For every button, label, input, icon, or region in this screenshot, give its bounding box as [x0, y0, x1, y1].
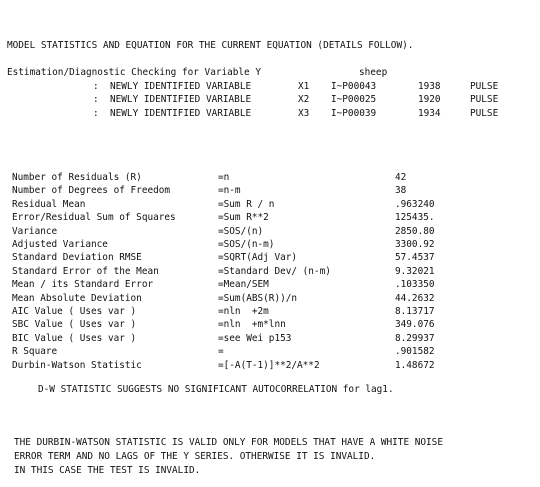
stat-value: 8.29937: [395, 332, 435, 344]
variable-colon: :: [93, 94, 99, 106]
stat-formula: =[-A(T-1)]**2/A**2: [218, 359, 320, 371]
stat-value: 44.2632: [395, 292, 435, 304]
stat-formula: =: [218, 346, 224, 358]
variable-status: NEWLY IDENTIFIED VARIABLE: [110, 107, 252, 119]
stat-formula: =see Wei p153: [218, 332, 292, 344]
stat-value: 125435.: [395, 212, 435, 224]
estimation-label: Estimation/Diagnostic Checking for Variable Y: [7, 67, 261, 78]
variable-x-index: X2: [298, 94, 310, 106]
stat-value: 8.13717: [395, 306, 435, 317]
stat-formula: =Sum R**2: [218, 212, 269, 224]
stat-label: BIC Value ( Uses var ): [12, 332, 137, 344]
stat-value: 9.32021: [395, 265, 435, 277]
variable-year: 1934: [418, 107, 441, 119]
stat-label: SBC Value ( Uses var ): [12, 319, 137, 331]
stat-formula: =SOS/(n-m): [218, 239, 275, 250]
stat-label: Standard Error of the Mean: [12, 265, 159, 277]
stat-label: Residual Mean: [12, 198, 86, 210]
variable-identifier: I~P00039: [331, 107, 377, 119]
stat-label: Error/Residual Sum of Squares: [12, 212, 176, 224]
stat-value: 1.48672: [395, 359, 435, 371]
stat-formula: =n-m: [218, 185, 241, 197]
report-title: MODEL STATISTICS AND EQUATION FOR THE CURRENT EQUATION (DETAILS FOLLOW).: [7, 40, 414, 51]
stat-value: .963240: [395, 198, 435, 210]
variable-identifier: I~P00043: [331, 81, 377, 92]
variable-colon: :: [93, 81, 99, 92]
stat-formula: =Sum(ABS(R))/n: [218, 292, 298, 304]
variable-type: PULSE: [470, 81, 499, 92]
stat-formula: =nln +2m: [218, 306, 269, 317]
variable-status: NEWLY IDENTIFIED VARIABLE: [110, 81, 252, 92]
variable-type: PULSE: [470, 107, 499, 119]
stat-label: Durbin-Watson Statistic: [12, 359, 142, 371]
variable-status: NEWLY IDENTIFIED VARIABLE: [110, 94, 252, 106]
stat-label: Number of Residuals (R): [12, 172, 142, 183]
stat-value: 38: [395, 185, 407, 197]
dw-note: D-W STATISTIC SUGGESTS NO SIGNIFICANT AUTOCORRELATION for lag1.: [38, 384, 394, 395]
stat-label: R Square: [12, 346, 58, 358]
stat-label: Number of Degrees of Freedom: [12, 185, 171, 197]
stat-value: .901582: [395, 346, 435, 358]
stat-label: Variance: [12, 225, 58, 237]
stat-formula: =Mean/SEM: [218, 279, 269, 291]
footer-line-1: THE DURBIN-WATSON STATISTIC IS VALID ONLY FOR MODELS THAT HAVE A WHITE NOISE: [14, 437, 443, 448]
variable-year: 1938: [418, 81, 441, 92]
stat-label: Standard Deviation RMSE: [12, 252, 142, 264]
stat-value: 42: [395, 172, 407, 183]
stat-value: 3300.92: [395, 239, 435, 250]
stat-label: Mean Absolute Deviation: [12, 292, 142, 304]
stat-formula: =SQRT(Adj Var): [218, 252, 298, 264]
stat-value: 57.4537: [395, 252, 435, 264]
stat-label: Adjusted Variance: [12, 239, 108, 250]
variable-type: PULSE: [470, 94, 499, 106]
variable-x-index: X3: [298, 107, 310, 119]
stat-label: Mean / its Standard Error: [12, 279, 154, 291]
stat-formula: =Standard Dev/ (n-m): [218, 265, 331, 277]
variable-name: sheep: [359, 67, 388, 78]
stat-formula: =nln +m*lnn: [218, 319, 286, 331]
stat-formula: =Sum R / n: [218, 198, 275, 210]
footer-line-2: ERROR TERM AND NO LAGS OF THE Y SERIES. OTHERWISE IT IS INVALID.: [14, 451, 376, 462]
stat-value: .103350: [395, 279, 435, 291]
stat-formula: =SOS/(n): [218, 225, 264, 237]
footer-line-3: IN THIS CASE THE TEST IS INVALID.: [14, 465, 201, 476]
variable-x-index: X1: [298, 81, 310, 92]
variable-year: 1920: [418, 94, 441, 106]
stat-value: 2850.80: [395, 225, 435, 237]
stat-label: AIC Value ( Uses var ): [12, 306, 137, 317]
stat-formula: =n: [218, 172, 230, 183]
variable-colon: :: [93, 107, 99, 119]
stat-value: 349.076: [395, 319, 435, 331]
variable-identifier: I~P00025: [331, 94, 377, 106]
